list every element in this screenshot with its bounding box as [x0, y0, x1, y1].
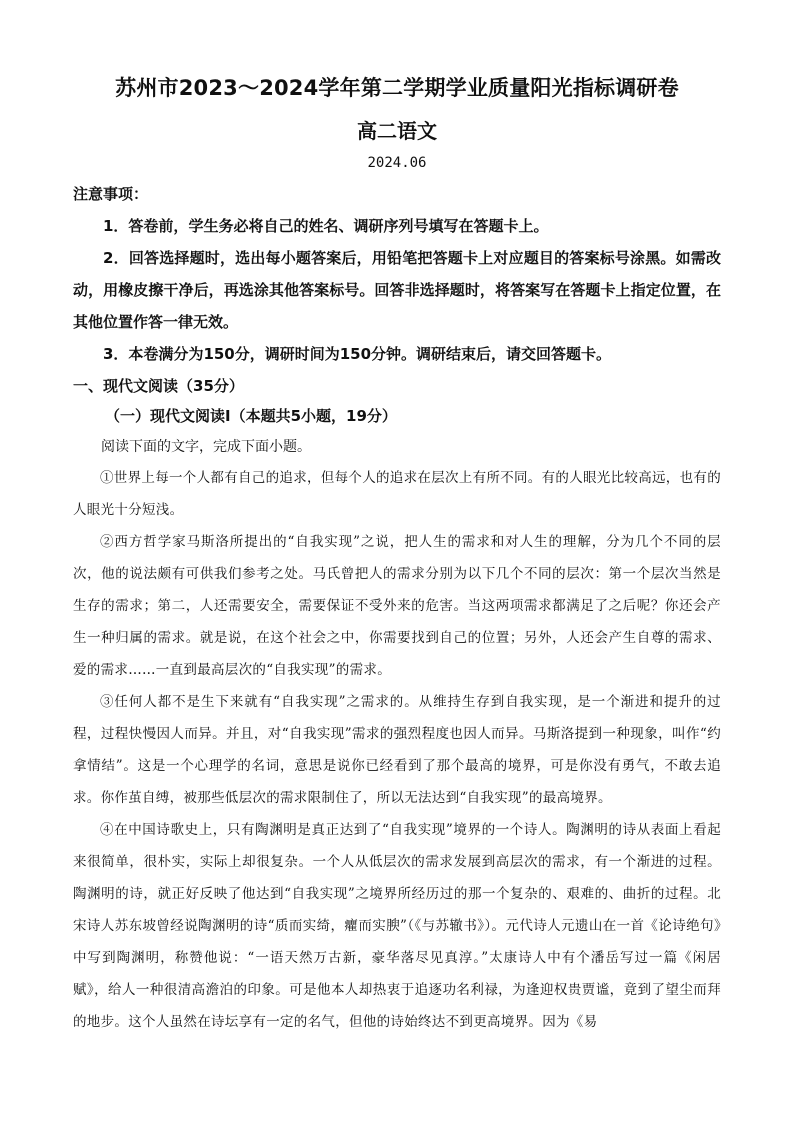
exam-page [73, 72, 721, 1038]
reading-instruction: 阅读下面的文字，完成下面小题。 [101, 439, 311, 455]
subsection-heading: （一）现代文阅读Ⅰ（本题共5小题，19分） [105, 407, 397, 425]
passage-paragraph-3: ③任何人都不是生下来就有“自我实现”之需求的。从维持生存到自我实现，是一个渐进和提升的过程，过程快慢因人而异。并且，对“自我实现”需求的强烈程度也因人而异。马斯洛提到一种现象，叫作“约拿情结”。这是一个心理学的名词，意思是说你已经看到了那个最高的境界，可是你没有勇气，不敢去追求。你作茧自缚，被那些低层次的需求限制住了，所以无法达到“自我实现”的最高境界。 [73, 694, 721, 806]
notice-rule-3: 3．本卷满分为150分，调研时间为150分钟。调研结束后，请交回答题卡。 [103, 345, 612, 363]
passage-paragraph-2: ②西方哲学家马斯洛所提出的“自我实现”之说，把人生的需求和对人生的理解，分为几个不同的层次，他的说法颇有可供我们参考之处。马氏曾把人的需求分别为以下几个不同的层次：第一个层次当然是生存的需求；第二，人还需要安全，需要保证不受外来的危害。当这两项需求都满足了之后呢？你还会产生一种归属的需求。就是说，在这个社会之中，你需要找到自己的位置；另外，人还会产生自尊的需求、爱的需求……一直到最高层次的“自我实现”的需求。 [73, 534, 721, 678]
exam-subject: 高二语文 [357, 119, 437, 143]
notice-rule-1: 1．答卷前，学生务必将自己的姓名、调研序列号填写在答题卡上。 [103, 217, 549, 235]
notice-rule-2: 2．回答选择题时，选出每小题答案后，用铅笔把答题卡上对应题目的答案标号涂黑。如需改动，用橡皮擦干净后，再选涂其他答案标号。回答非选择题时，将答案写在答题卡上指定位置，在其他位置作答一律无效。 [73, 249, 721, 331]
section-heading: 一、现代文阅读（35分） [73, 377, 244, 395]
passage-paragraph-4: ④在中国诗歌史上，只有陶渊明是真正达到了“自我实现”境界的一个诗人。陶渊明的诗从表面上看起来很简单，很朴实，实际上却很复杂。一个人从低层次的需求发展到高层次的需求，有一个渐进的过程。陶渊明的诗，就正好反映了他达到“自我实现”之境界所经历过的那一个复杂的、艰难的、曲折的过程。北宋诗人苏东坡曾经说陶渊明的诗“质而实绮，癯而实腴”（《与苏辙书》）。元代诗人元遗山在一首《论诗绝句》中写到陶渊明，称赞他说：“一语天然万古新，豪华落尽见真淳。”太康诗人中有个潘岳写过一篇《闲居赋》，给人一种很清高澹泊的印象。可是他本人却热衷于追逐功名利禄，为逢迎权贵贾谧，竟到了望尘而拜的地步。这个人虽然在诗坛享有一定的名气，但他的诗始终达不到更高境界。因为《易 [73, 822, 721, 1030]
passage-paragraph-1: ①世界上每一个人都有自己的追求，但每个人的追求在层次上有所不同。有的人眼光比较高远，也有的人眼光十分短浅。 [73, 470, 721, 518]
exam-date: 2024.06 [367, 155, 427, 171]
exam-title: 苏州市2023～2024学年第二学期学业质量阳光指标调研卷 [115, 76, 679, 100]
notice-heading: 注意事项： [73, 185, 149, 203]
